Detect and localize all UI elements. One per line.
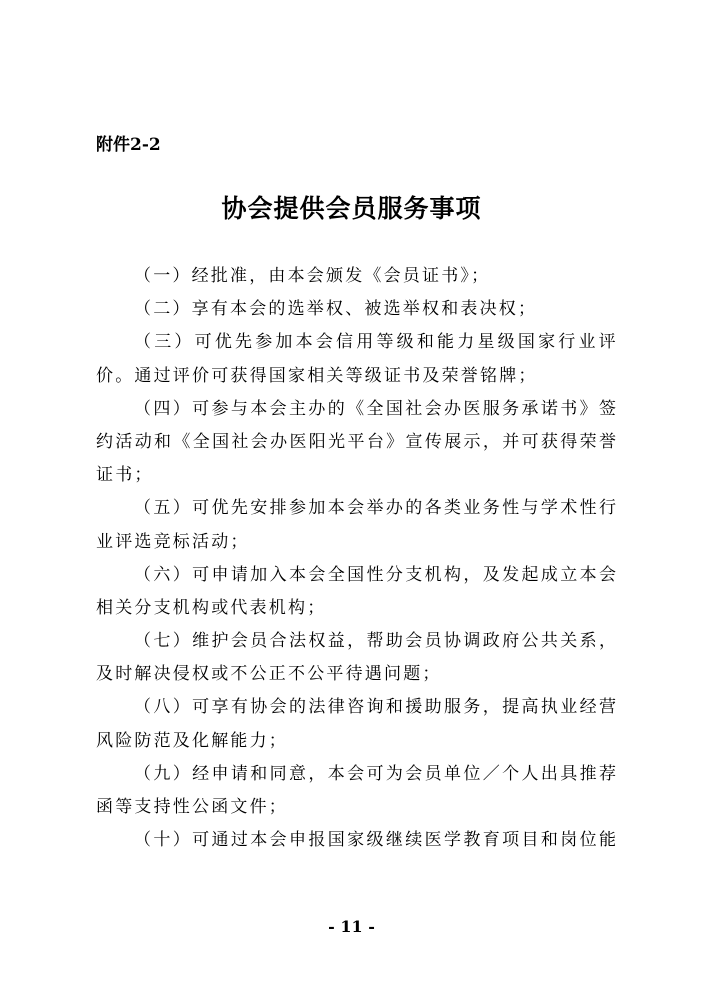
body-line: 风险防范及化解能力； xyxy=(96,730,288,751)
body-line: 函等支持性公函文件； xyxy=(96,797,288,817)
body-line: （一）经批准，由本会颁发《会员证书》； xyxy=(134,266,491,286)
body-line: 约 活 动 和 《 全 国 社 会 办 医 阳 光 平 台 》 宣 传 展 示 ， 并 可 获 得 荣 誉 xyxy=(96,431,616,452)
body-line: （ 三 ） 可 优 先 参 加 本 会 信 用 等 级 和 能 力 星 级 国 家 行 业 评 xyxy=(134,332,616,353)
page-number: - 11 - xyxy=(328,917,375,936)
body-line: （ 八 ） 可 享 有 协 会 的 法 律 咨 询 和 援 助 服 务 ， 提 高 执 业 经 营 xyxy=(134,697,616,718)
body-text xyxy=(96,260,616,857)
body-line: （二）享有本会的选举权、被选举权和表决权； xyxy=(134,299,538,320)
attachment-label: 附件2-2 xyxy=(96,135,161,155)
body-line: 证书； xyxy=(96,465,154,486)
body-line: （ 四 ） 可 参 与 本 会 主 办 的 《 全 国 社 会 办 医 服 务 承 诺 书 》 签 xyxy=(134,398,616,419)
body-line: （ 七 ） 维 护 会 员 合 法 权 益 ， 帮 助 会 员 协 调 政 府 公 共 关 系 ， xyxy=(134,631,616,652)
body-line: （ 六 ） 可 申 请 加 入 本 会 全 国 性 分 支 机 构 ， 及 发 起 成 立 本 会 xyxy=(134,564,616,585)
body-line: （ 十 ） 可 通 过 本 会 申 报 国 家 级 继 续 医 学 教 育 项 目 和 岗 位 能 xyxy=(134,830,616,851)
body-line: 业评选竞标活动； xyxy=(96,531,250,552)
document-title: 协会提供会员服务事项 xyxy=(221,194,482,223)
body-line: （ 五 ） 可 优 先 安 排 参 加 本 会 举 办 的 各 类 业 务 性 与 学 术 性 行 xyxy=(134,498,616,519)
body-line: 价。通过评价可获得国家相关等级证书及荣誉铭牌； xyxy=(96,365,538,386)
body-line: （ 九 ） 经 申 请 和 同 意 ， 本 会 可 为 会 员 单 位 ／ 个 人 出 具 推 荐 xyxy=(134,763,616,784)
body-line: 及时解决侵权或不公正不公平待遇问题； xyxy=(96,664,442,685)
body-line: 相关分支机构或代表机构； xyxy=(96,597,327,618)
